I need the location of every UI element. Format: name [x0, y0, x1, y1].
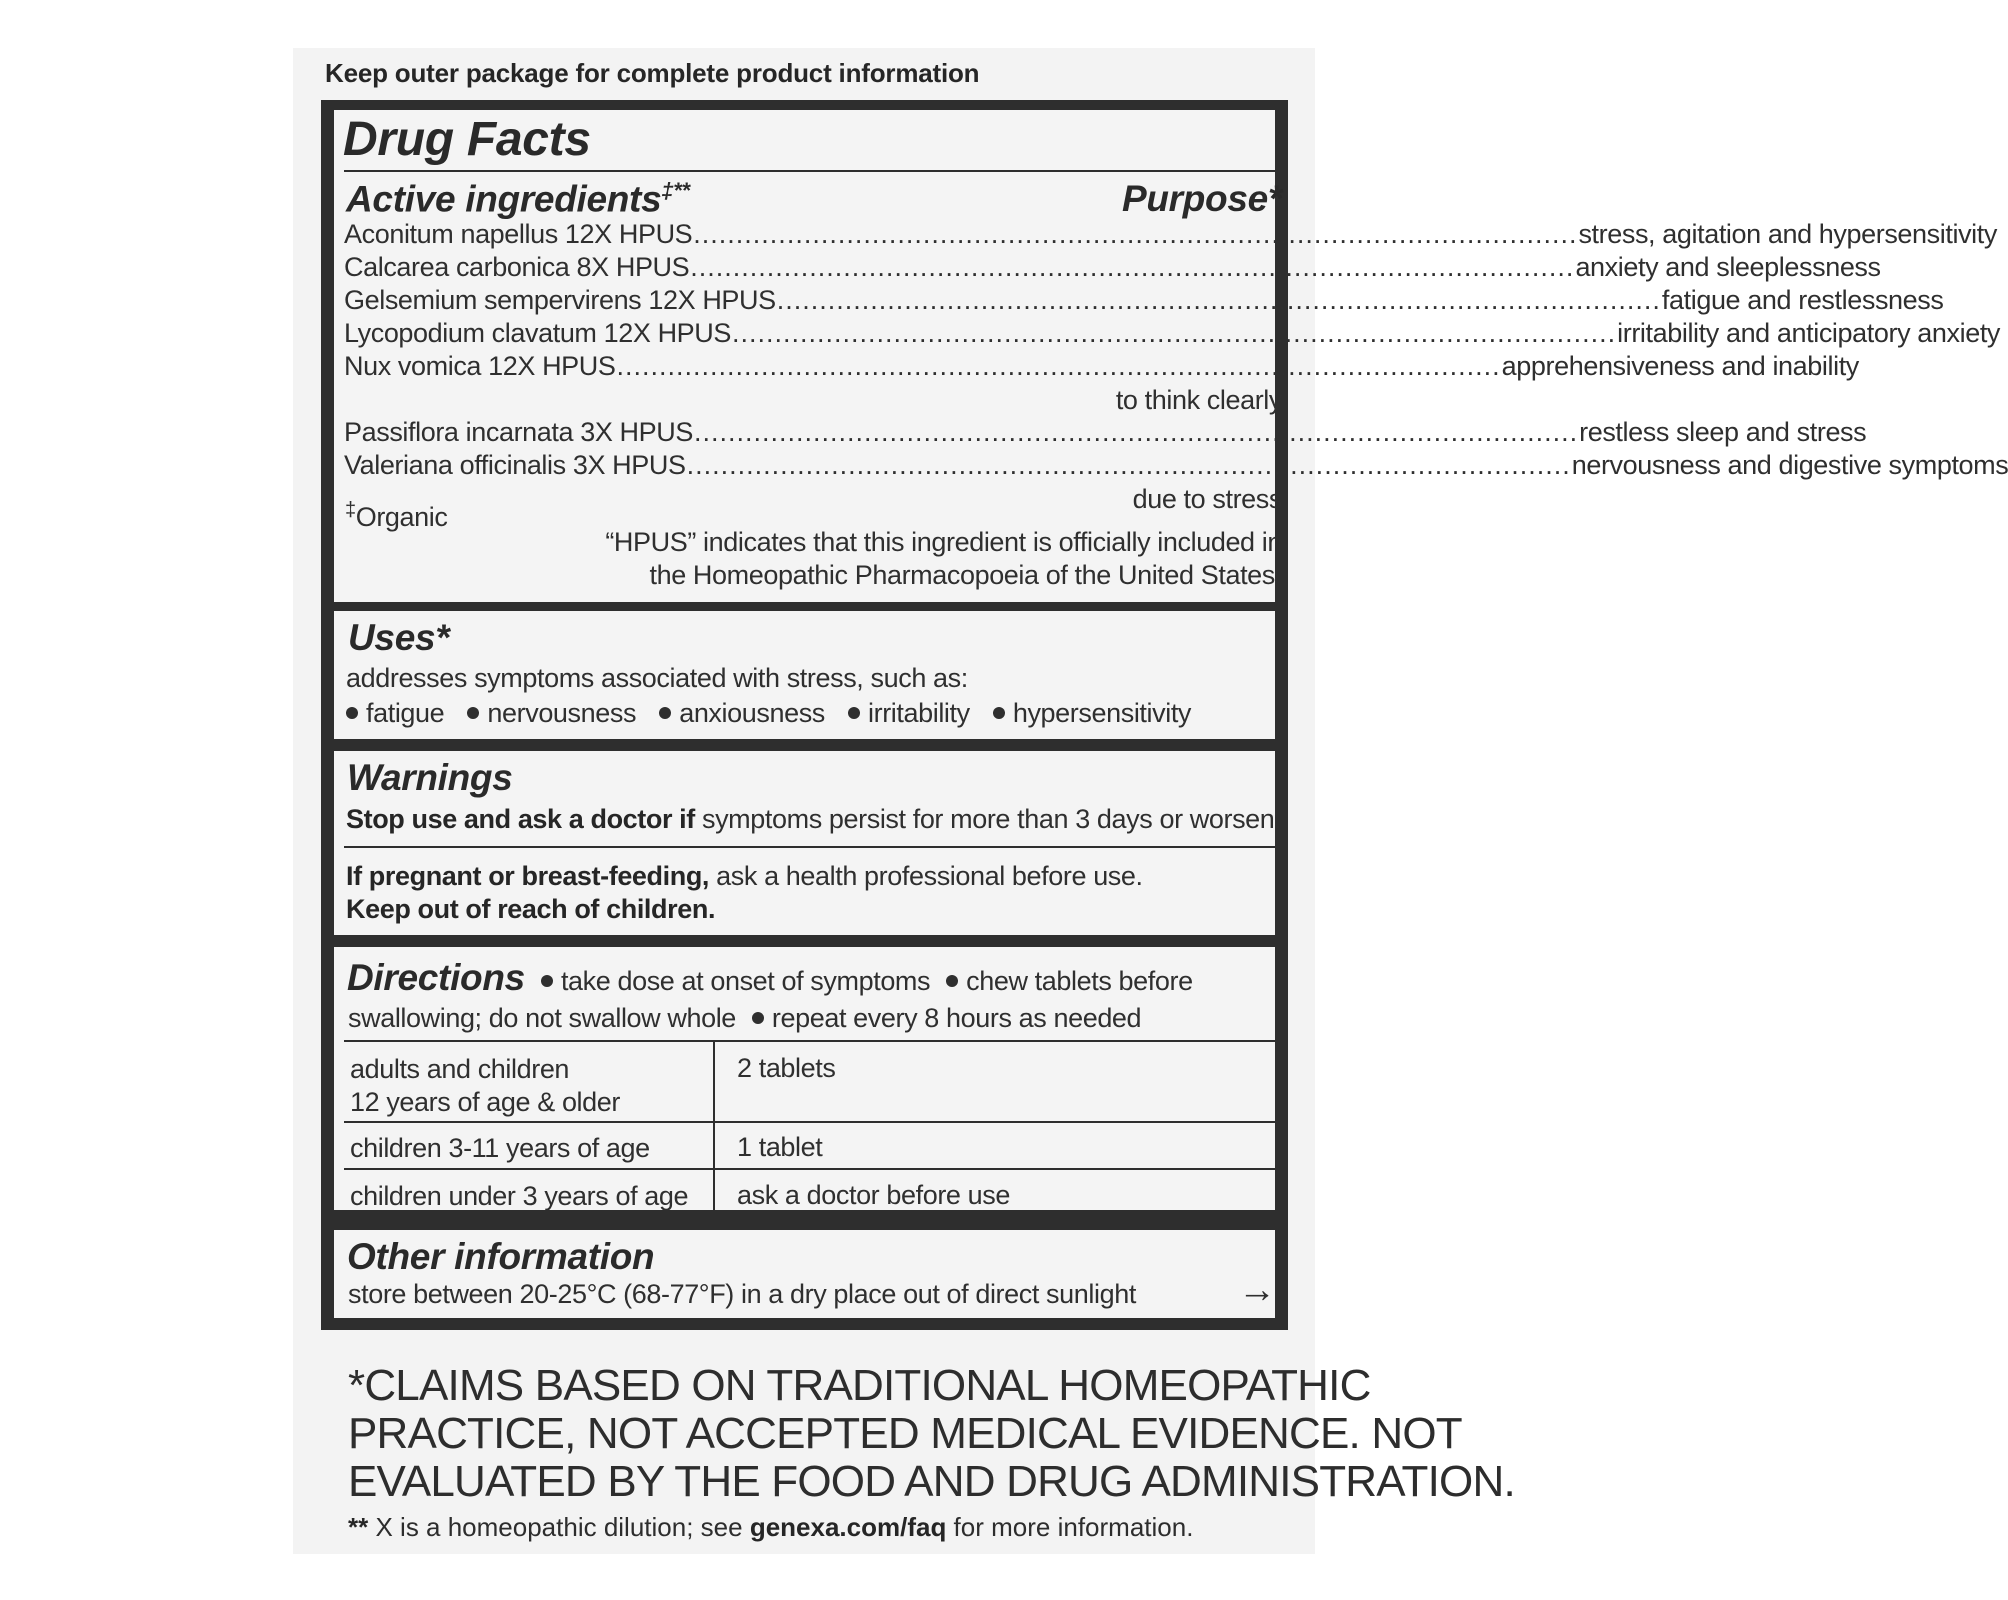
- dosage-table-row-rule: [344, 1168, 1282, 1170]
- warnings-stop-use: [346, 803, 1282, 835]
- bullet-text: nervousness: [487, 698, 637, 728]
- ingredient-purpose: apprehensiveness and inability: [1501, 351, 1859, 381]
- directions-line2: [348, 1002, 1157, 1034]
- other-info-text: store between 20-25°C (68-77°F) in a dry place out of direct sunlight: [348, 1279, 1136, 1309]
- uses-bullets: [346, 697, 1207, 729]
- direction-text-cont: swallowing; do not swallow whole: [348, 1003, 736, 1033]
- dosage-table-top-rule: [344, 1040, 1282, 1042]
- organic-mark: ‡: [345, 499, 356, 521]
- pregnant-text: ask a health professional before use.: [709, 861, 1143, 891]
- organic-note: [345, 494, 447, 533]
- bullet-text: anxiousness: [679, 698, 825, 728]
- leader-dots: ........................................................................................................: [616, 351, 1501, 381]
- ingredient-row: [344, 285, 1944, 319]
- leader-dots: ........................................................................................................: [693, 417, 1579, 447]
- other-info-heading: Other information: [347, 1236, 655, 1277]
- ingredient-name: Passiflora incarnata 3X HPUS: [344, 417, 693, 447]
- dosage-table-divider: [713, 1041, 715, 1213]
- warnings-keep-out: Keep out of reach of children.: [346, 894, 716, 924]
- dosage-group-cont: 12 years of age & older: [350, 1087, 620, 1117]
- dosage-group: children 3-11 years of age: [350, 1133, 650, 1163]
- warnings-heading: Warnings: [347, 757, 513, 798]
- bullet-dot: [346, 707, 358, 719]
- ingredient-purpose-cont: to think clearly: [1115, 385, 1282, 415]
- uses-intro: addresses symptoms associated with stress, such as:: [346, 663, 968, 693]
- ingredient-purpose: nervousness and digestive symptoms: [1571, 450, 2008, 480]
- uses-bullet: [993, 697, 1191, 729]
- bullet-dot: [752, 1012, 764, 1024]
- direction-item: [541, 965, 930, 997]
- dosage-amount: ask a doctor before use: [737, 1180, 1010, 1210]
- directions-heading: Directions: [347, 957, 525, 998]
- top-note: Keep outer package for complete product information: [325, 58, 980, 88]
- active-heading-marks: ‡**: [661, 178, 690, 203]
- direction-text: take dose at onset of symptoms: [560, 966, 931, 996]
- ingredient-name: Valeriana officinalis 3X HPUS: [344, 450, 686, 480]
- dosage-group: children under 3 years of age: [350, 1181, 689, 1211]
- ingredient-row: [344, 450, 2008, 484]
- bullet-dot: [467, 707, 479, 719]
- bullet-text: irritability: [868, 698, 970, 728]
- bullet-text: hypersensitivity: [1012, 698, 1192, 728]
- footnote-text-end: for more information.: [946, 1512, 1194, 1542]
- directions-line1: [347, 957, 1209, 998]
- leader-dots: ........................................................................................................: [693, 219, 1578, 249]
- active-ingredients-heading: [346, 178, 690, 220]
- uses-bullet: [346, 697, 444, 729]
- direction-item: [752, 1002, 1141, 1034]
- ingredient-purpose: fatigue and restlessness: [1661, 285, 1944, 315]
- dosage-table-row-rule: [344, 1121, 1282, 1123]
- bullet-dot: [946, 975, 958, 987]
- bullet-dot: [993, 707, 1005, 719]
- ingredient-row: [344, 252, 1881, 286]
- ingredient-purpose: restless sleep and stress: [1579, 417, 1867, 447]
- ingredient-row: [344, 351, 1859, 385]
- claims-line: *CLAIMS BASED ON TRADITIONAL HOMEOPATHIC: [348, 1361, 1371, 1410]
- direction-item: [946, 965, 1193, 997]
- ingredient-name: Gelsemium sempervirens 12X HPUS: [344, 285, 776, 315]
- footnote-marks: **: [348, 1512, 369, 1542]
- pregnant-bold: If pregnant or breast-feeding,: [346, 861, 710, 891]
- ingredient-purpose-cont: due to stress: [1132, 484, 1282, 514]
- uses-bullet: [659, 697, 825, 729]
- claims-line: PRACTICE, NOT ACCEPTED MEDICAL EVIDENCE. NOT: [348, 1409, 1462, 1458]
- leader-dots: ........................................................................................................: [731, 318, 1617, 348]
- bullet-text: fatigue: [366, 698, 445, 728]
- uses-bullet: [467, 697, 636, 729]
- ingredient-name: Calcarea carbonica 8X HPUS: [344, 252, 690, 282]
- ingredient-name: Lycopodium clavatum 12X HPUS: [344, 318, 731, 348]
- footnote-text: X is a homeopathic dilution; see: [368, 1512, 750, 1542]
- claims-line: EVALUATED BY THE FOOD AND DRUG ADMINISTRATION.: [348, 1457, 1515, 1506]
- claims-disclaimer: [348, 1362, 1515, 1506]
- arrow-right-icon: →: [1238, 1269, 1276, 1311]
- ingredient-name: Nux vomica 12X HPUS: [344, 351, 616, 381]
- ingredient-purpose: stress, agitation and hypersensitivity: [1578, 219, 1997, 249]
- hpus-note-line2: the Homeopathic Pharmacopoeia of the United States.: [649, 560, 1282, 590]
- dosage-group: adults and children: [350, 1054, 570, 1084]
- active-heading-text: Active ingredients: [346, 178, 662, 220]
- organic-label: Organic: [355, 502, 448, 532]
- ingredient-row: [344, 219, 1997, 253]
- ingredient-row: [344, 417, 1867, 451]
- ingredient-row: [344, 318, 2001, 352]
- bullet-dot: [848, 707, 860, 719]
- ingredient-name: Aconitum napellus 12X HPUS: [344, 219, 693, 249]
- ingredient-purpose: anxiety and sleeplessness: [1575, 252, 1881, 282]
- direction-text: chew tablets before: [966, 966, 1193, 996]
- hpus-note-line1: “HPUS” indicates that this ingredient is officially included in: [605, 527, 1282, 557]
- title-rule: [344, 170, 1282, 172]
- dosage-amount: 1 tablet: [737, 1132, 823, 1162]
- leader-dots: ........................................................................................................: [690, 252, 1575, 282]
- purpose-heading: Purpose*: [1121, 178, 1282, 219]
- uses-heading: Uses*: [348, 617, 450, 658]
- dilution-footnote: [348, 1512, 1193, 1543]
- faq-link[interactable]: genexa.com/faq: [749, 1512, 947, 1542]
- stop-use-bold: Stop use and ask a doctor if: [346, 804, 695, 834]
- warnings-pregnant: [346, 860, 1143, 892]
- ingredient-purpose: irritability and anticipatory anxiety: [1617, 318, 2001, 348]
- dosage-amount: 2 tablets: [737, 1053, 836, 1083]
- leader-dots: ........................................................................................................: [776, 285, 1661, 315]
- bullet-dot: [659, 707, 671, 719]
- warnings-rule: [344, 846, 1282, 848]
- leader-dots: ........................................................................................................: [686, 450, 1571, 480]
- direction-text: repeat every 8 hours as needed: [771, 1003, 1142, 1033]
- stop-use-text: symptoms persist for more than 3 days or worsen.: [694, 804, 1282, 834]
- bullet-dot: [541, 975, 553, 987]
- uses-bullet: [848, 697, 970, 729]
- drug-facts-title: Drug Facts: [343, 113, 591, 166]
